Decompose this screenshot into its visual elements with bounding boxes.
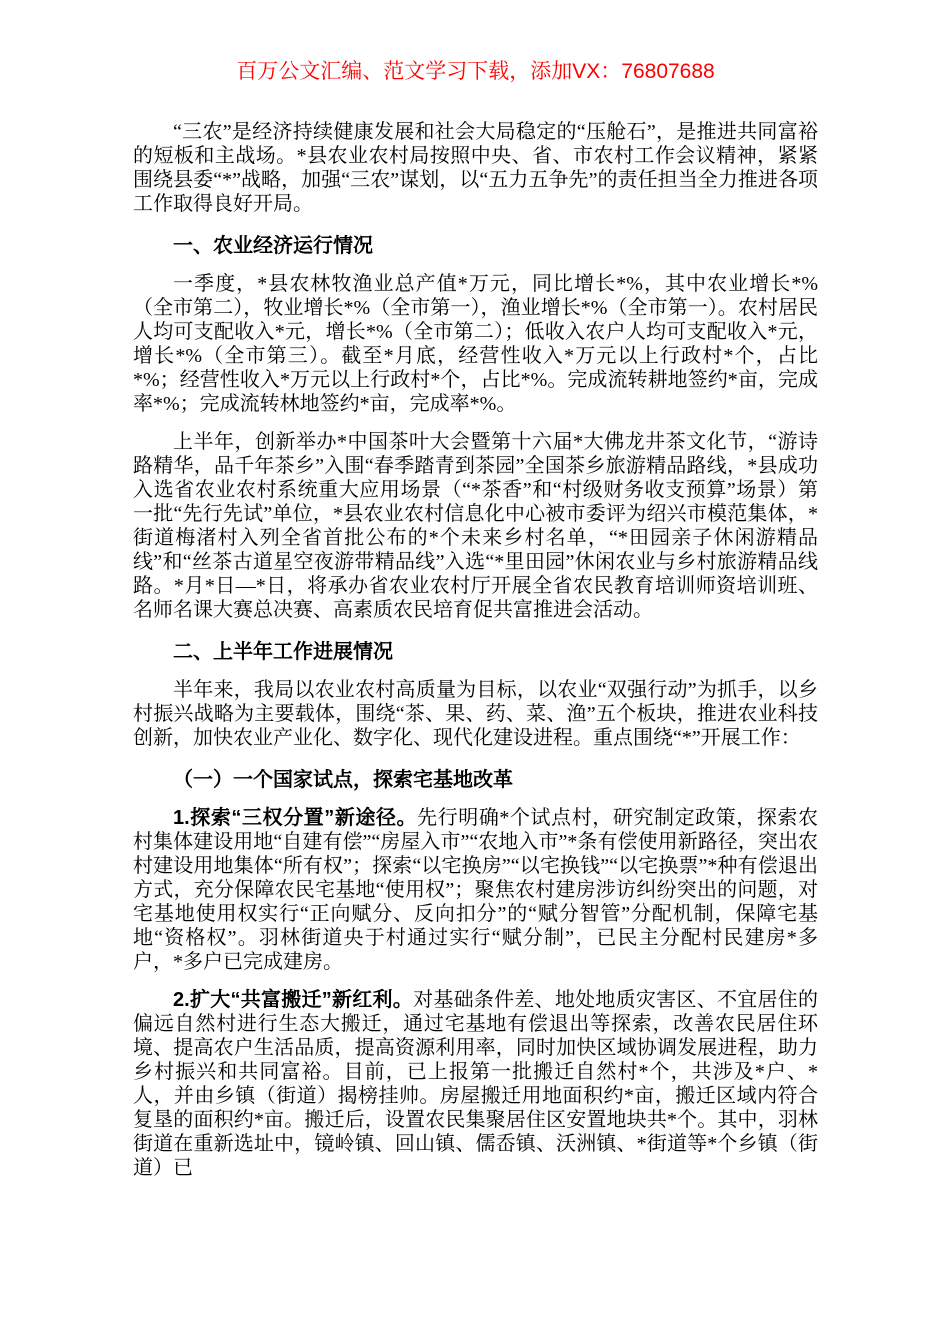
paragraph-economy-stats: 一季度，*县农林牧渔业总产值*万元，同比增长*%，其中农业增长*%（全市第二），牧业增长*%（全市第一），渔业增长*%（全市第一）。农村居民人均可支配收入*元，增长*%（全市第二）；低收入农户人均可支配收入*元，增长*%（全市第三）。截至*月底，经营性收入*万元以上行政村*个，占比*%；经营性收入*万元以上行政村*个，占比*%。完成流转耕地签约*亩，完成率*%；完成流转林地签约*亩，完成率*%。 xyxy=(133,273,818,415)
paragraph-item-2 xyxy=(133,988,818,1180)
item-2-lead: 2.扩大“共富搬迁”新红利。 xyxy=(173,989,414,1011)
section-heading-2: 二、上半年工作进展情况 xyxy=(173,641,393,663)
section-heading-1: 一、农业经济运行情况 xyxy=(173,235,373,257)
paragraph-half-year-highlights: 上半年，创新举办*中国茶叶大会暨第十六届*大佛龙井茶文化节，“游诗路精华，品千年茶乡”入围“春季踏青到茶园”全国茶乡旅游精品路线，*县成功入选省农业农村系统重大应用场景（“*茶香”和“村级财务收支预算”场景）第一批“先行先试”单位，*县农业农村信息化中心被市委评为绍兴市模范集体，*街道梅渚村入列全省首批公布的*个未来乡村名单，“*田园亲子休闲游精品线”和“丝茶古道星空夜游带精品线”入选“*里田园”休闲农业与乡村旅游精品线路。*月*日—*日，将承办省农业农村厅开展全省农民教育培训师资培训班、名师名课大赛总决赛、高素质农民培育促共富推进会活动。 xyxy=(133,431,818,621)
item-1-body: 先行明确*个试点村，研究制定政策，探索农村集体建设用地“自建有偿”“房屋入市”“农地入市”*条有偿使用新路径，突出农村建设用地集体“所有权”；探索“以宅换房”“以宅换钱”“以宅换票”*种有偿退出方式，充分保障农民宅基地“使用权”；聚焦农村建房涉访纠纷突出的问题，对宅基地使用权实行“正向赋分、反向扣分”的“赋分智管”分配机制，保障宅基地“资格权”。羽林街道央于村通过实行“赋分制”，已民主分配村民建房*多户，*多户已完成建房。 xyxy=(133,807,818,973)
item-2-body: 对基础条件差、地处地质灾害区、不宜居住的偏远自然村进行生态大搬迁，通过宅基地有偿退出等探索，改善农民居住环境、提高农户生活品质，提高资源利用率，同时加快区域协调发展进程，助力乡村振兴和共同富裕。目前，已上报第一批搬迁自然村*个，共涉及*户、*人，并由乡镇（街道）揭榜挂帅。房屋搬迁用地面积约*亩，搬迁区域内符合复垦的面积约*亩。搬迁后，设置农民集聚居住区安置地块共*个。其中，羽林街道在重新选址中，镜岭镇、回山镇、儒岙镇、沃洲镇、*街道等*个乡镇（街道）已 xyxy=(133,989,818,1179)
subsection-heading-pilot: （一）一个国家试点，探索宅基地改革 xyxy=(173,769,513,791)
promo-notice-banner: 百万公文汇编、范文学习下载，添加VX：76807688 xyxy=(236,60,715,83)
item-1-lead: 1.探索“三权分置”新途径。 xyxy=(173,807,418,829)
paragraph-work-overview: 半年来，我局以农业农村高质量为目标，以农业“双强行动”为抓手，以乡村振兴战略为主要载体，围绕“茶、果、药、菜、渔”五个板块，推进农业科技创新，加快农业产业化、数字化、现代化建设进程。重点围绕“*”开展工作： xyxy=(133,679,818,749)
paragraph-intro: “三农”是经济持续健康发展和社会大局稳定的“压舱石”，是推进共同富裕的短板和主战场。*县农业农村局按照中央、省、市农村工作会议精神，紧紧围绕县委“*”战略，加强“三农”谋划，以“五力五争先”的责任担当全力推进各项工作取得良好开局。 xyxy=(133,121,818,215)
paragraph-item-1 xyxy=(133,806,818,974)
